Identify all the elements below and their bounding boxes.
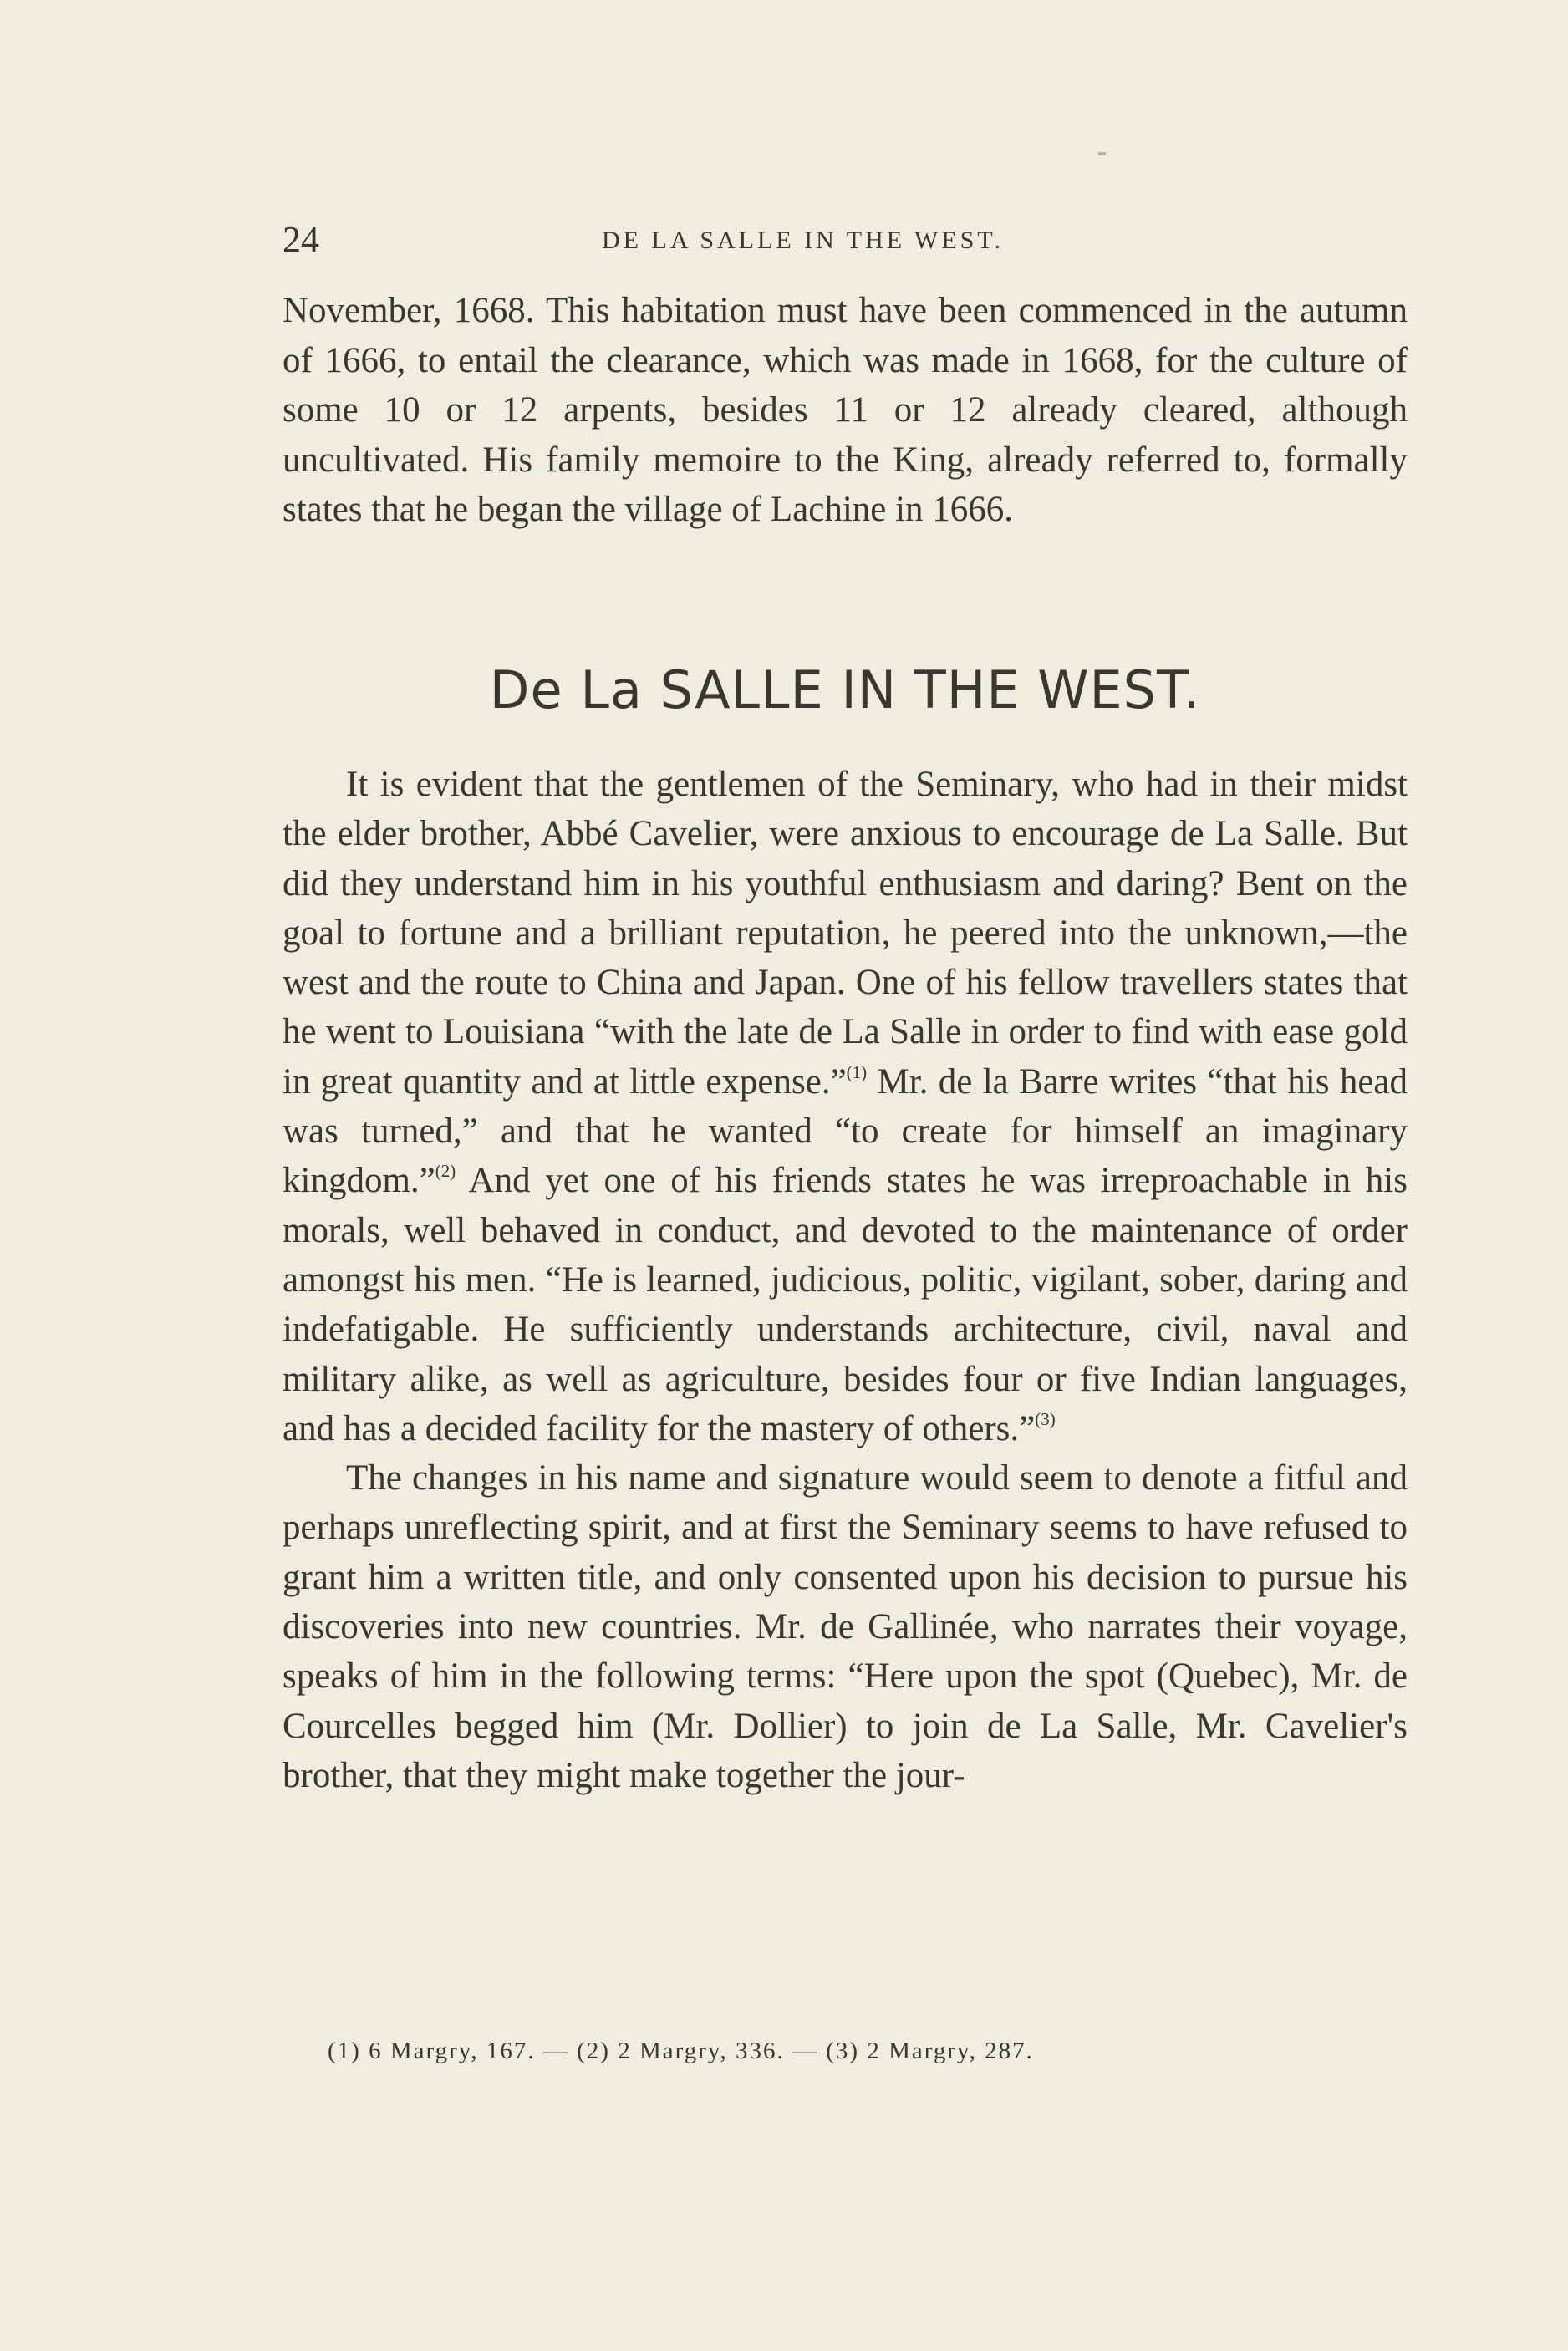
footnote-ref-3: (3): [1035, 1408, 1056, 1429]
section-text-block: [283, 760, 1408, 1800]
page-number: 24: [283, 219, 319, 260]
paragraph-1-part-2: Mr. de la Barre writes “that his head was turned,” and that he wanted “to create for himself an imaginary kingdom.”: [283, 1061, 1408, 1201]
paragraph-1-part-3: And yet one of his friends states he was irreproachable in his morals, well behaved in conduct, and devoted to the maintenance of order amongst his men. “He is learned, judicious, politic, vigilant, sober, daring and indefatigable. He sufficiently understands architecture, civil, naval and military alike, as well as agriculture, besides four or five Indian languages, and has a decided facility for the mastery of others.”: [283, 1161, 1408, 1448]
footnote-ref-1: (1): [846, 1061, 868, 1082]
running-title: DE LA SALLE IN THE WEST.: [602, 226, 1004, 254]
section-heading: De La SALLE IN THE WEST.: [489, 659, 1201, 720]
paragraph-1: [283, 760, 1408, 1453]
continued-paragraph: November, 1668. This habitation must have been commenced in the autumn of 1666, to entail the clearance, which was made in 1668, for the culture of some 10 or 12 arpents, besides 11 or 12 already cleared, although uncultivated. His family memoire to the King, already referred to, formally states that he began the village of Lachine in 1666.: [283, 291, 1408, 530]
running-head: [283, 219, 1408, 261]
paragraph-1-part-1: It is evident that the gentlemen of the Seminary, who had in their midst the elder brother, Abbé Cavelier, were anxious to encourage de La Salle. But did they understand him in his youthful enthusiasm and daring? Bent on the goal to fortune and a brilliant reputation, he peered into the unknown,—the west and the route to China and Japan. One of his fellow travellers states that he went to Louisiana “with the late de La Salle in order to find with ease gold in great quantity and at little expense.”: [283, 765, 1408, 1102]
paragraph-2: The changes in his name and signature would seem to denote a fitful and perhaps unreflecting spirit, and at first the Seminary seems to have refused to grant him a written title, and only consented upon his decision to pursue his discoveries into new countries. Mr. de Gallinée, who narrates their voyage, speaks of him in the following terms: “Here upon the spot (Quebec), Mr. de Courcelles begged him (Mr. Dollier) to join de La Salle, Mr. Cavelier's brother, that they might make together the jour-: [283, 1458, 1408, 1795]
paper-speck: [1098, 152, 1106, 155]
continued-text-block: [283, 286, 1408, 535]
footnote-ref-2: (2): [435, 1161, 456, 1182]
footnotes: (1) 6 Margry, 167. — (2) 2 Margry, 336. — (3) 2 Margry, 287.: [328, 2038, 1034, 2064]
